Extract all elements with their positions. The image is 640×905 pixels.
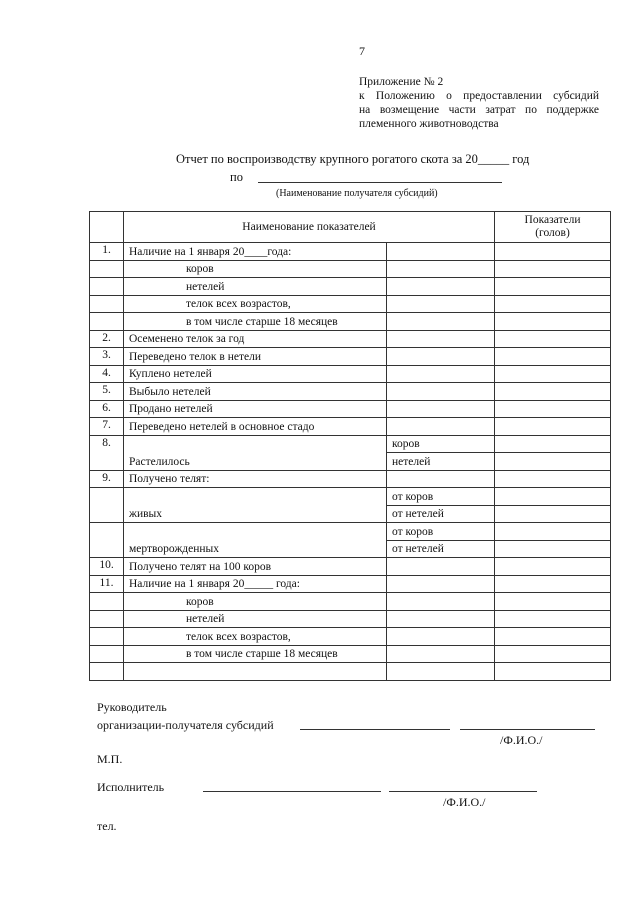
- executor-name-field[interactable]: [389, 791, 537, 792]
- value-cell[interactable]: [495, 278, 611, 296]
- table-row: [90, 575, 611, 593]
- row-label: Осеменено телок за год: [124, 330, 387, 348]
- row-label: коров: [124, 260, 387, 278]
- row-label: телок всех возрастов,: [124, 628, 387, 646]
- sub-cell: [387, 593, 495, 611]
- sub-cell: [387, 260, 495, 278]
- value-cell[interactable]: [495, 383, 611, 401]
- table-row: [90, 295, 611, 313]
- row-number: 2.: [90, 330, 124, 348]
- value-cell[interactable]: [495, 575, 611, 593]
- value-cell[interactable]: [495, 488, 611, 506]
- value-cell[interactable]: [495, 523, 611, 541]
- executor-label: Исполнитель: [97, 780, 165, 794]
- header-value-line-2: (голов): [535, 227, 570, 239]
- table-row: [90, 558, 611, 576]
- head-label-line-1: Руководитель: [97, 700, 167, 714]
- row-label: [124, 663, 387, 681]
- row-label: Куплено нетелей: [124, 365, 387, 383]
- value-cell[interactable]: [495, 365, 611, 383]
- row-label: Растелилось: [124, 435, 387, 470]
- value-cell[interactable]: [495, 663, 611, 681]
- report-title: Отчет по воспроизводству крупного рогатого скота за 20_____ год: [176, 152, 530, 166]
- row-label: Выбыло нетелей: [124, 383, 387, 401]
- value-cell[interactable]: [495, 313, 611, 331]
- appendix-line-1: Приложение № 2: [359, 76, 444, 88]
- row-number: [90, 488, 124, 523]
- table-row: [90, 383, 611, 401]
- sub-cell: от коров: [387, 488, 495, 506]
- sub-cell: [387, 418, 495, 436]
- appendix-header: [359, 75, 599, 131]
- sub-cell: [387, 295, 495, 313]
- sub-cell: [387, 663, 495, 681]
- table-row: [90, 313, 611, 331]
- value-cell[interactable]: [495, 558, 611, 576]
- value-cell[interactable]: [495, 418, 611, 436]
- value-cell[interactable]: [495, 435, 611, 453]
- value-cell[interactable]: [495, 330, 611, 348]
- row-number: [90, 313, 124, 331]
- table-row: [90, 243, 611, 261]
- table-row: [90, 330, 611, 348]
- row-number: 9.: [90, 470, 124, 488]
- row-label: Наличие на 1 января 20____года:: [124, 243, 387, 261]
- row-label: телок всех возрастов,: [124, 295, 387, 313]
- appendix-line-3: на возмещение части затрат по поддержке: [359, 104, 599, 116]
- sub-cell: коров: [387, 435, 495, 453]
- row-number: 8.: [90, 435, 124, 470]
- report-table: [89, 211, 611, 681]
- sub-cell: [387, 365, 495, 383]
- recipient-label: по: [230, 170, 243, 184]
- value-cell[interactable]: [495, 453, 611, 471]
- table-row: [90, 418, 611, 436]
- sub-cell: [387, 330, 495, 348]
- row-label: нетелей: [124, 278, 387, 296]
- table-row: [90, 260, 611, 278]
- sub-cell: [387, 470, 495, 488]
- row-label: в том числе старше 18 месяцев: [124, 313, 387, 331]
- row-number: [90, 663, 124, 681]
- header-value: [495, 212, 611, 243]
- row-label: Получено телят на 100 коров: [124, 558, 387, 576]
- row-label: живых: [124, 488, 387, 523]
- sub-cell: [387, 610, 495, 628]
- row-number: [90, 645, 124, 663]
- row-number: [90, 295, 124, 313]
- row-number: [90, 260, 124, 278]
- table-row: [90, 645, 611, 663]
- row-label: Переведено нетелей в основное стадо: [124, 418, 387, 436]
- row-number: [90, 523, 124, 558]
- sub-cell: от нетелей: [387, 540, 495, 558]
- table-row: [90, 523, 611, 541]
- table-row: [90, 278, 611, 296]
- sub-cell: [387, 348, 495, 366]
- table-row: [90, 348, 611, 366]
- sub-cell: [387, 278, 495, 296]
- row-number: 1.: [90, 243, 124, 261]
- row-label: мертворожденных: [124, 523, 387, 558]
- table-row: [90, 628, 611, 646]
- value-cell[interactable]: [495, 243, 611, 261]
- recipient-name-field[interactable]: [258, 182, 502, 183]
- value-cell[interactable]: [495, 505, 611, 523]
- value-cell[interactable]: [495, 593, 611, 611]
- head-signature-field[interactable]: [300, 729, 450, 730]
- row-number: 3.: [90, 348, 124, 366]
- table-row: [90, 365, 611, 383]
- header-value-line-1: Показатели: [524, 214, 581, 226]
- row-label: Получено телят:: [124, 470, 387, 488]
- row-label: в том числе старше 18 месяцев: [124, 645, 387, 663]
- sub-cell: [387, 243, 495, 261]
- row-number: 4.: [90, 365, 124, 383]
- table-row: [90, 470, 611, 488]
- sub-cell: [387, 575, 495, 593]
- sub-cell: [387, 400, 495, 418]
- value-cell[interactable]: [495, 645, 611, 663]
- row-label: коров: [124, 593, 387, 611]
- head-name-field[interactable]: [460, 729, 595, 730]
- page-number: 7: [359, 44, 365, 58]
- row-number: [90, 610, 124, 628]
- value-cell[interactable]: [495, 628, 611, 646]
- row-number: 11.: [90, 575, 124, 593]
- row-number: 7.: [90, 418, 124, 436]
- sub-cell: [387, 645, 495, 663]
- sub-cell: [387, 313, 495, 331]
- value-cell[interactable]: [495, 400, 611, 418]
- row-label: Наличие на 1 января 20_____ года:: [124, 575, 387, 593]
- table-row: [90, 488, 611, 506]
- phone-label: тел.: [97, 819, 117, 833]
- value-cell[interactable]: [495, 295, 611, 313]
- executor-fio-caption: /Ф.И.О./: [443, 795, 486, 809]
- sub-cell: от нетелей: [387, 505, 495, 523]
- header-num-cell: [90, 212, 124, 243]
- row-number: [90, 628, 124, 646]
- head-label-line-2: организации-получателя субсидий: [97, 718, 274, 732]
- row-number: [90, 593, 124, 611]
- row-number: 10.: [90, 558, 124, 576]
- executor-signature-field[interactable]: [203, 791, 381, 792]
- appendix-line-4: племенного животноводства: [359, 118, 499, 130]
- value-cell[interactable]: [495, 610, 611, 628]
- value-cell[interactable]: [495, 348, 611, 366]
- sub-cell: [387, 628, 495, 646]
- table-row: [90, 400, 611, 418]
- sub-cell: [387, 558, 495, 576]
- table-row: [90, 435, 611, 453]
- table-row: [90, 593, 611, 611]
- header-name: Наименование показателей: [124, 212, 495, 243]
- recipient-caption: (Наименование получателя субсидий): [276, 188, 438, 199]
- sub-cell: [387, 383, 495, 401]
- row-number: 6.: [90, 400, 124, 418]
- appendix-line-2: к Положению о предоставлении субсидий: [359, 90, 599, 102]
- table-row: [90, 610, 611, 628]
- value-cell[interactable]: [495, 540, 611, 558]
- head-fio-caption: /Ф.И.О./: [500, 733, 543, 747]
- value-cell[interactable]: [495, 260, 611, 278]
- stamp-label: М.П.: [97, 752, 123, 766]
- row-label: Продано нетелей: [124, 400, 387, 418]
- value-cell[interactable]: [495, 470, 611, 488]
- row-number: [90, 278, 124, 296]
- sub-cell: нетелей: [387, 453, 495, 471]
- row-number: 5.: [90, 383, 124, 401]
- sub-cell: от коров: [387, 523, 495, 541]
- row-label: Переведено телок в нетели: [124, 348, 387, 366]
- table-header-row: [90, 212, 611, 243]
- table-row: [90, 663, 611, 681]
- row-label: нетелей: [124, 610, 387, 628]
